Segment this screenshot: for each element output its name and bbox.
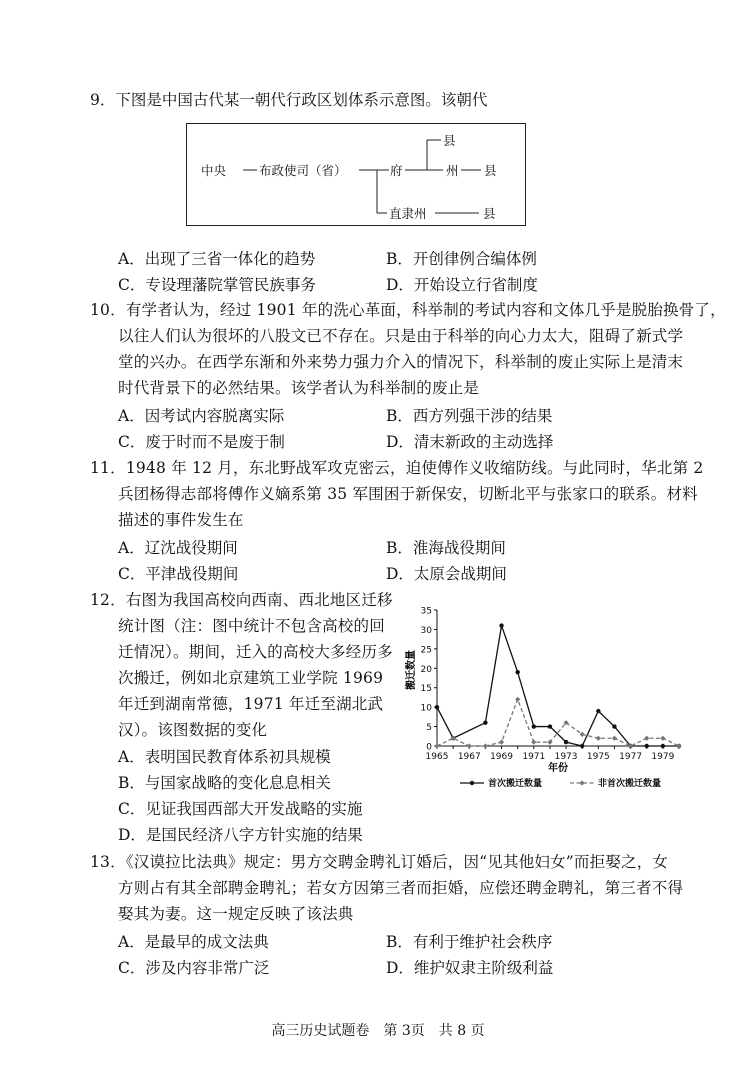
- series-1-point: [483, 720, 487, 724]
- x-tick-label: 1979: [651, 752, 675, 762]
- chart-ylabel: 搬迁数量: [406, 650, 417, 690]
- q10-option-d[interactable]: D．清末新政的主动选择: [386, 433, 554, 451]
- series-2-point: [596, 736, 601, 741]
- chart-series: [434, 623, 681, 748]
- q11-line-2: 兵团杨得志部将傅作义嫡系第 35 军围困于新保安，切断北平与张家口的联系。材料: [118, 485, 698, 503]
- x-tick-label: 1977: [619, 752, 643, 762]
- diagram-xian-mid: 县: [484, 163, 497, 178]
- series-1-point: [532, 724, 536, 728]
- y-tick-label: 10: [420, 703, 432, 714]
- q12-line-1: 12．右图为我国高校向西南、西北地区迁移: [90, 591, 393, 609]
- x-tick-label: 1975: [586, 752, 610, 762]
- chart-axes: [421, 607, 679, 763]
- q13-option-d[interactable]: D．维护奴隶主阶级利益: [386, 959, 554, 977]
- series-2-point: [644, 736, 649, 741]
- series-1-point: [596, 709, 600, 713]
- x-tick-label: 1967: [457, 752, 481, 762]
- series-2-point: [499, 740, 504, 745]
- series-2-point: [434, 743, 439, 748]
- q10-line-1: 10．有学者认为，经过 1901 年的洗心革面，科举制的考试内容和文体几乎是脱胎换骨了，: [90, 301, 726, 319]
- series-1-point: [548, 724, 552, 728]
- q10-option-a[interactable]: A．因考试内容脱离实际: [118, 407, 285, 425]
- y-tick-label: 30: [420, 625, 432, 636]
- diagram-central: 中央: [201, 163, 227, 178]
- q13-line-2: 方则占有其全部聘金聘礼；若女方因第三者而拒婚，应偿还聘金聘礼，第三者不得: [118, 879, 684, 897]
- y-tick-label: 5: [426, 723, 432, 734]
- x-tick-label: 1971: [522, 752, 546, 762]
- q10-line-4: 时代背景下的必然结果。该学者认为科举制的废止是: [118, 379, 480, 397]
- x-tick-label: 1973: [554, 752, 578, 762]
- q10-line-3: 堂的兴办。在西学东渐和外来势力强力介入的情况下，科举制的废止实际上是清末: [118, 353, 684, 371]
- relocation-chart: [404, 600, 689, 800]
- q9-option-d[interactable]: D．开始设立行省制度: [386, 276, 538, 294]
- series-2-point: [483, 743, 488, 748]
- q9-option-b[interactable]: B．开创律例合编体例: [386, 250, 537, 268]
- series-2-point: [451, 736, 456, 741]
- diagram-xian-bottom: 县: [483, 206, 496, 221]
- series-1-point: [645, 744, 649, 748]
- diagram-lines: [187, 124, 527, 227]
- y-tick-label: 15: [420, 684, 432, 695]
- series-2-point: [467, 743, 472, 748]
- q11-option-d[interactable]: D．太原会战期间: [386, 565, 507, 583]
- q12-option-b[interactable]: B．与国家战略的变化息息相关: [118, 774, 331, 792]
- chart-xlabel: 年份: [548, 763, 568, 774]
- x-tick-label: 1969: [490, 752, 513, 762]
- y-tick-label: 0: [426, 742, 432, 753]
- y-tick-label: 35: [420, 606, 432, 617]
- q9-option-a[interactable]: A．出现了三省一体化的趋势: [118, 250, 316, 268]
- q11-option-c[interactable]: C．平津战役期间: [118, 565, 239, 583]
- x-tick-label: 1965: [425, 752, 449, 762]
- series-2-point: [515, 697, 520, 702]
- q12-option-d[interactable]: D．是国民经济八字方针实施的结果: [118, 826, 363, 844]
- q12-line-4: 次搬迁，例如北京建筑工业学院 1969: [118, 669, 384, 687]
- q12-line-2: 统计图（注：图中统计不包含高校的回: [118, 617, 385, 635]
- y-tick-label: 25: [420, 645, 432, 656]
- series-1-point: [435, 705, 439, 709]
- series-1-point: [499, 623, 503, 627]
- q9-stem: 9．下图是中国古代某一朝代行政区划体系示意图。该朝代: [90, 91, 488, 109]
- q11-option-b[interactable]: B．淮海战役期间: [386, 539, 506, 557]
- q12-line-3: 迁情况）。期间，迁入的高校大多经历多: [118, 643, 393, 661]
- y-tick-label: 20: [420, 664, 432, 675]
- series-2-point: [660, 736, 665, 741]
- q12-option-c[interactable]: C．见证我国西部大开发战略的实施: [118, 800, 363, 818]
- relocation-chart-svg: [404, 600, 689, 800]
- q13-option-a[interactable]: A．是最早的成文法典: [118, 933, 269, 951]
- series-1-point: [564, 740, 568, 744]
- q13-line-3: 娶其为妻。这一规定反映了该法典: [118, 905, 354, 923]
- series-1-point: [580, 744, 584, 748]
- series-2-point: [676, 743, 681, 748]
- legend-label-1: 首次搬迁数量: [488, 779, 543, 789]
- diagram-province: 布政使司（省）: [259, 163, 347, 178]
- q11-line-3: 描述的事件发生在: [118, 511, 244, 529]
- diagram-fu: 府: [390, 163, 403, 178]
- legend-label-2: 非首次搬迁数量: [598, 779, 662, 789]
- q9-admin-diagram: [186, 123, 526, 226]
- series-1-point: [661, 744, 665, 748]
- legend-marker-1: [470, 781, 474, 785]
- q13-option-c[interactable]: C．涉及内容非常广泛: [118, 959, 270, 977]
- series-2-point: [612, 736, 617, 741]
- page-footer: 高三历史试题卷 第 3页 共 8 页: [271, 1023, 485, 1039]
- series-1-point: [612, 724, 616, 728]
- q12-line-5: 年迁到湖南常德，1971 年迁至湖北武: [118, 695, 384, 713]
- series-1-point: [515, 670, 519, 674]
- diagram-xian-top: 县: [443, 133, 456, 148]
- legend-marker-2: [579, 780, 584, 785]
- q13-line-1: 13．《汉谟拉比法典》规定：男方交聘金聘礼订婚后，因“见其他妇女”而拒娶之，女: [90, 853, 669, 871]
- q11-option-a[interactable]: A．辽沈战役期间: [118, 539, 238, 557]
- q9-option-c[interactable]: C．专设理藩院掌管民族事务: [118, 276, 316, 294]
- q10-line-2: 以往人们认为很坏的八股文已不存在。只是由于科举的向心力太大，阻碍了新式学: [118, 327, 684, 345]
- series-2-point: [580, 732, 585, 737]
- q13-option-b[interactable]: B．有利于维护社会秩序: [386, 933, 553, 951]
- diagram-zhilizhou: 直隶州: [389, 206, 427, 221]
- diagram-zhou: 州: [446, 163, 459, 178]
- q10-option-c[interactable]: C．废于时而不是废于制: [118, 433, 285, 451]
- q12-option-a[interactable]: A．表明国民教育体系初具规模: [118, 748, 331, 766]
- q10-option-b[interactable]: B．西方列强干涉的结果: [386, 407, 553, 425]
- series-line-1: [437, 626, 679, 746]
- series-line-2: [437, 699, 679, 746]
- q12-line-6: 汉）。该图数据的变化: [118, 721, 268, 739]
- q11-line-1: 11．1948 年 12 月，东北野战军攻克密云，迫使傅作义收缩防线。与此同时，华北第 2: [90, 459, 704, 477]
- series-2-point: [531, 740, 536, 745]
- chart-legend: [460, 777, 661, 789]
